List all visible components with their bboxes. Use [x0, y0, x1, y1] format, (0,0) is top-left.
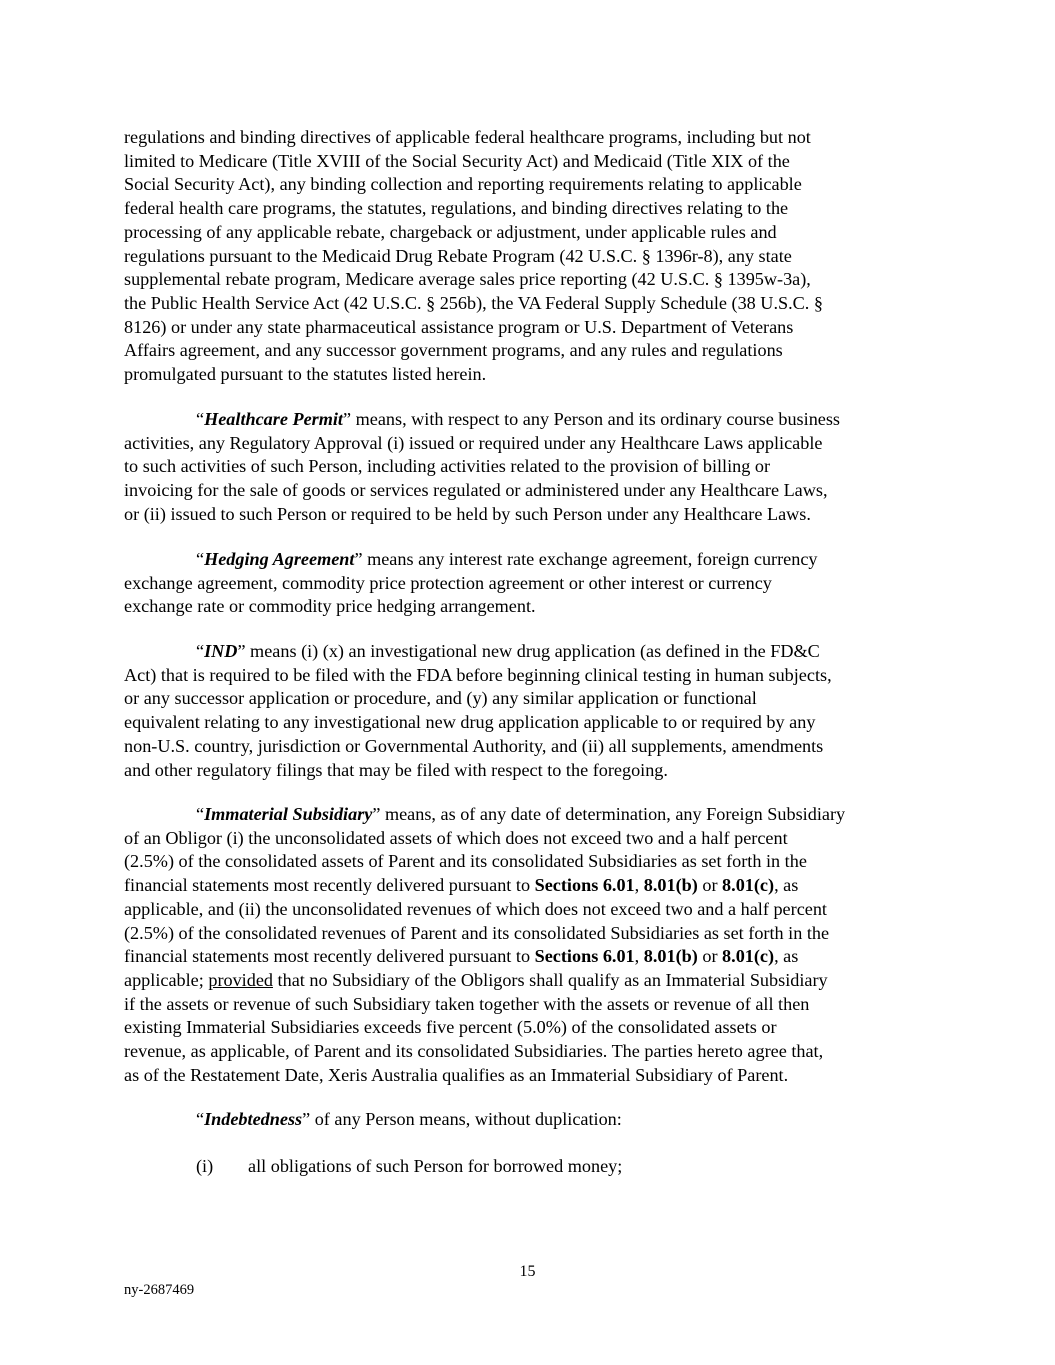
- text-line: regulations pursuant to the Medicaid Drug Rebate Program (42 U.S.C. § 1396r-8), any state: [124, 245, 792, 266]
- section-reference: Sections 6.01: [534, 875, 635, 896]
- text-line: [124, 874, 934, 898]
- text-run: ,: [634, 875, 644, 896]
- provided-underlined: provided: [208, 969, 273, 990]
- definition-text: ” means, as of any date of determination, any Foreign Subsidiary: [372, 804, 846, 824]
- defined-term: IND: [204, 641, 238, 661]
- text-line: the Public Health Service Act (42 U.S.C. § 256b), the VA Federal Supply Schedule (38 U.S.C. §: [124, 292, 823, 313]
- defined-term: Immaterial Subsidiary: [204, 804, 373, 824]
- text-line: activities, any Regulatory Approval (i) issued or required under any Healthcare Laws applicable: [124, 432, 823, 453]
- section-reference: 8.01(b): [643, 875, 698, 896]
- open-quote: “: [196, 549, 205, 569]
- text-line: Affairs agreement, and any successor government programs, and any rules and regulations: [124, 340, 783, 361]
- text-line: existing Immaterial Subsidiaries exceeds five percent (5.0%) of the consolidated assets or: [124, 1017, 777, 1038]
- text-line: (2.5%) of the consolidated assets of Parent and its consolidated Subsidiaries as set forth in the: [124, 851, 807, 872]
- text-line: as of the Restatement Date, Xeris Australia qualifies as an Immaterial Subsidiary of Parent.: [124, 1064, 789, 1085]
- text-line: invoicing for the sale of goods or services regulated or administered under any Healthcare Laws,: [124, 480, 828, 501]
- definition-text: ” means (i) (x) an investigational new drug application (as defined in the FD&C: [237, 641, 820, 661]
- definition-text: ” means, with respect to any Person and its ordinary course business: [343, 409, 841, 429]
- text-run: applicable;: [124, 969, 209, 990]
- text-run: or: [697, 946, 723, 967]
- text-run: financial statements most recently delivered pursuant to: [124, 946, 535, 967]
- section-reference: 8.01(b): [643, 946, 698, 967]
- text-line: regulations and binding directives of applicable federal healthcare programs, including but not: [124, 127, 811, 147]
- definition-first-line: [124, 408, 934, 432]
- healthcare-permit-definition: [124, 408, 934, 527]
- definition-first-line: [124, 548, 934, 572]
- text-run: , as: [774, 946, 799, 967]
- defined-term: Healthcare Permit: [204, 409, 343, 429]
- healthcare-laws-continuation-paragraph: [124, 126, 934, 387]
- text-line: exchange rate or commodity price hedging arrangement.: [124, 596, 536, 617]
- definition-text: ” means any interest rate exchange agreement, foreign currency: [354, 549, 818, 569]
- text-line: [124, 969, 934, 993]
- text-line: 8126) or under any state pharmaceutical assistance program or U.S. Department of Veterans: [124, 316, 794, 337]
- text-line: supplemental rebate program, Medicare average sales price reporting (42 U.S.C. § 1395w-3a),: [124, 269, 811, 290]
- text-line: to such activities of such Person, including activities related to the provision of billing or: [124, 456, 771, 477]
- text-line: processing of any applicable rebate, chargeback or adjustment, under applicable rules and: [124, 221, 777, 242]
- definition-first-line: [124, 640, 934, 664]
- text-line: and other regulatory filings that may be filed with respect to the foregoing.: [124, 759, 668, 780]
- text-line: limited to Medicare (Title XVIII of the Social Security Act) and Medicaid (Title XIX of the: [124, 150, 790, 171]
- defined-term: Indebtedness: [204, 1109, 303, 1129]
- definition-first-line: [124, 1108, 934, 1132]
- hedging-agreement-definition: [124, 548, 934, 619]
- list-item: [124, 1155, 934, 1179]
- text-line: federal health care programs, the statutes, regulations, and binding directives relating to the: [124, 198, 789, 219]
- page-number: 15: [519, 1263, 536, 1280]
- text-line: or (ii) issued to such Person or required to be held by such Person under any Healthcare Laws.: [124, 503, 811, 524]
- open-quote: “: [196, 804, 205, 824]
- text-run: or: [697, 875, 723, 896]
- section-reference: Sections 6.01: [534, 946, 635, 967]
- text-line: Act) that is required to be filed with the FDA before beginning clinical testing in human subjects,: [124, 664, 832, 685]
- indebtedness-item-i: [124, 1155, 934, 1179]
- definition-text: ” of any Person means, without duplication:: [302, 1109, 622, 1129]
- text-line: (2.5%) of the consolidated revenues of Parent and its consolidated Subsidiaries as set forth in the: [124, 922, 830, 943]
- indebtedness-definition: [124, 1108, 934, 1132]
- text-line: Social Security Act), any binding collection and reporting requirements relating to applicable: [124, 174, 802, 195]
- document-id: ny-2687469: [124, 1282, 195, 1298]
- text-line: [124, 945, 934, 969]
- open-quote: “: [196, 1109, 205, 1129]
- text-line: non-U.S. country, jurisdiction or Governmental Authority, and (ii) all supplements, amendments: [124, 735, 824, 756]
- ind-definition: [124, 640, 934, 782]
- text-run: that no Subsidiary of the Obligors shall qualify as an Immaterial Subsidiary: [273, 969, 828, 990]
- text-run: ,: [634, 946, 644, 967]
- section-reference: 8.01(c): [722, 875, 775, 896]
- open-quote: “: [196, 641, 205, 661]
- text-line: promulgated pursuant to the statutes listed herein.: [124, 364, 487, 385]
- definition-first-line: [124, 803, 934, 827]
- text-line: applicable, and (ii) the unconsolidated revenues of which does not exceed two and a half percent: [124, 898, 827, 919]
- text-line: equivalent relating to any investigational new drug application applicable to or required by any: [124, 712, 816, 733]
- text-run: financial statements most recently delivered pursuant to: [124, 875, 535, 896]
- item-text: all obligations of such Person for borrowed money;: [248, 1156, 623, 1176]
- text-run: , as: [774, 875, 799, 896]
- item-label: (i): [196, 1156, 214, 1176]
- immaterial-subsidiary-definition: [124, 803, 934, 1087]
- text-line: if the assets or revenue of such Subsidiary taken together with the assets or revenue of all then: [124, 993, 810, 1014]
- text-line: revenue, as applicable, of Parent and its consolidated Subsidiaries. The parties hereto agree that,: [124, 1041, 824, 1062]
- open-quote: “: [196, 409, 205, 429]
- text-line: of an Obligor (i) the unconsolidated assets of which does not exceed two and a half percent: [124, 827, 788, 848]
- section-reference: 8.01(c): [722, 946, 775, 967]
- defined-term: Hedging Agreement: [204, 549, 355, 569]
- text-line: or any successor application or procedure, and (y) any similar application or functional: [124, 688, 757, 709]
- text-line: exchange agreement, commodity price protection agreement or other interest or currency: [124, 572, 772, 593]
